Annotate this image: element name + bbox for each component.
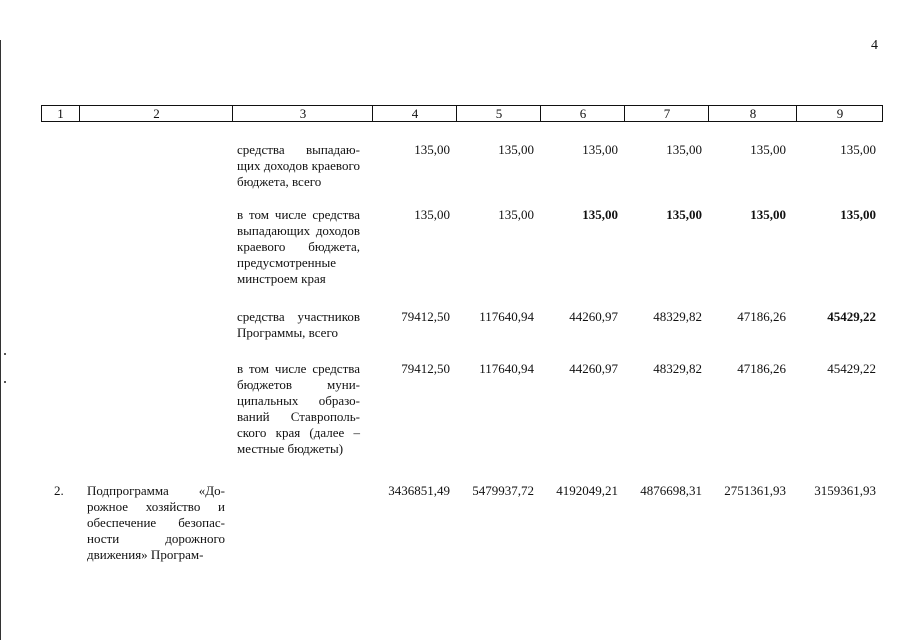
scan-speck <box>4 353 6 355</box>
value-col-4: 79412,50 <box>401 309 450 324</box>
value-col-9: 45429,22 <box>827 361 876 376</box>
value-col-9: 45429,22 <box>827 309 876 324</box>
value-col-5: 135,00 <box>498 207 534 222</box>
value-col-7: 4876698,31 <box>640 483 702 498</box>
value-col-6: 135,00 <box>582 142 618 157</box>
header-cell-9: 9 <box>796 106 883 121</box>
value-col-8: 135,00 <box>750 142 786 157</box>
value-col-5: 117640,94 <box>479 309 534 324</box>
header-cell-8: 8 <box>708 106 797 121</box>
column-number-header <box>41 105 883 122</box>
value-col-7: 135,00 <box>666 142 702 157</box>
value-col-8: 2751361,93 <box>724 483 786 498</box>
value-col-6: 135,00 <box>582 207 618 222</box>
value-col-4: 79412,50 <box>401 361 450 376</box>
value-col-5: 135,00 <box>498 142 534 157</box>
value-col-7: 48329,82 <box>653 309 702 324</box>
value-col-4: 135,00 <box>414 207 450 222</box>
row-description: средства выпадающих доходов краевого бюджета, всего <box>237 142 360 189</box>
page-number: 4 <box>871 38 878 53</box>
value-col-9: 3159361,93 <box>814 483 876 498</box>
value-col-9: 135,00 <box>840 142 876 157</box>
header-cell-1: 1 <box>57 106 64 121</box>
value-col-7: 48329,82 <box>653 361 702 376</box>
value-col-7: 135,00 <box>666 207 702 222</box>
value-col-9: 135,00 <box>840 207 876 222</box>
value-col-6: 44260,97 <box>569 309 618 324</box>
value-col-8: 47186,26 <box>737 309 786 324</box>
value-col-8: 47186,26 <box>737 361 786 376</box>
value-col-5: 5479937,72 <box>472 483 534 498</box>
value-col-4: 135,00 <box>414 142 450 157</box>
header-cell-4: 4 <box>372 106 457 121</box>
value-col-5: 117640,94 <box>479 361 534 376</box>
header-cell-7: 7 <box>624 106 709 121</box>
left-margin-line <box>0 40 1 640</box>
value-col-6: 44260,97 <box>569 361 618 376</box>
subprogram-title: Подпрограмма «Дорожное хозяйство и обеспечение безопасности дорожного движения» Програм- <box>87 483 225 562</box>
header-cell-2: 2 <box>79 106 233 121</box>
header-cell-3: 3 <box>232 106 373 121</box>
row-description: в том числе средства выпадающих доходов краевого бюджета, предусмотренные минстроем края <box>237 207 360 286</box>
header-cell-5: 5 <box>456 106 541 121</box>
value-col-8: 135,00 <box>750 207 786 222</box>
header-cell-6: 6 <box>540 106 625 121</box>
row-number: 2. <box>54 483 64 498</box>
scan-speck <box>4 381 6 383</box>
value-col-4: 3436851,49 <box>388 483 450 498</box>
value-col-6: 4192049,21 <box>556 483 618 498</box>
row-description: средства участников Программы, всего <box>237 309 360 340</box>
row-description: в том числе средства бюджетов муниципальных образований Ставропольского края (далее – местные бюджеты) <box>237 361 360 456</box>
